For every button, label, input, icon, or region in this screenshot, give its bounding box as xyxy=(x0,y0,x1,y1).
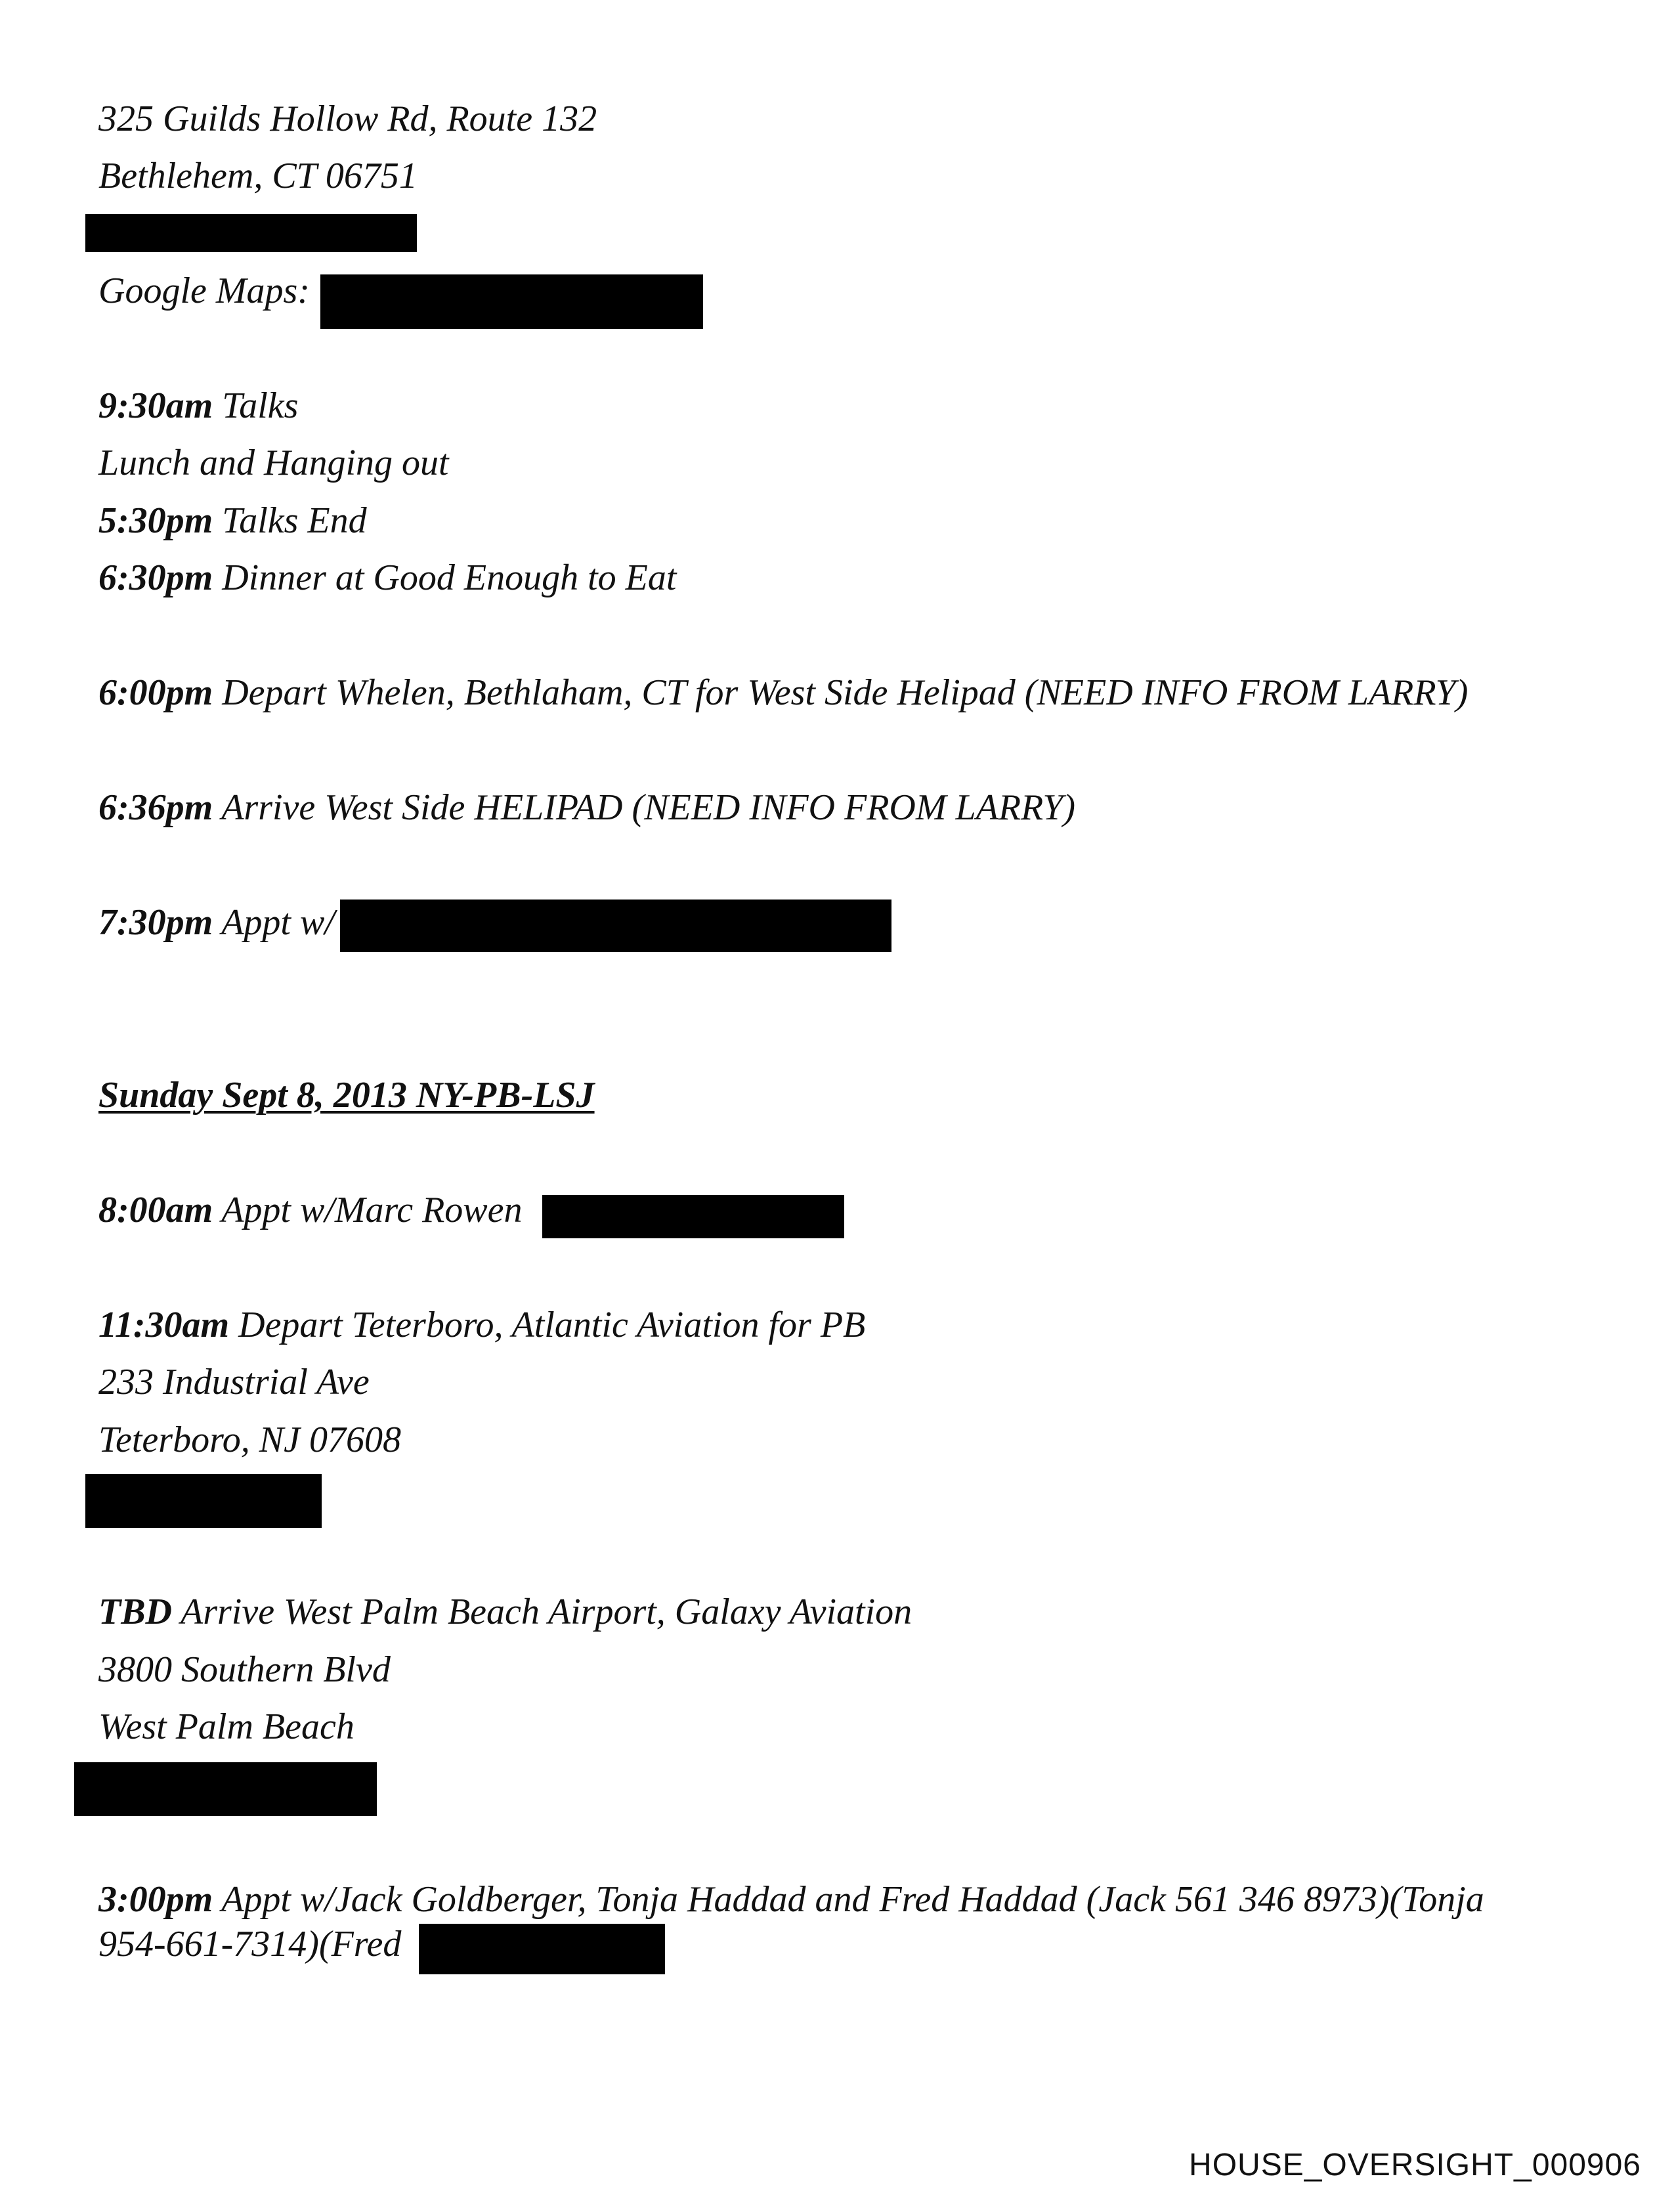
address-line-1: 325 Guilds Hollow Rd, Route 132 xyxy=(98,98,597,139)
schedule-item xyxy=(98,786,1075,829)
item-text: Appt w/Jack Goldberger, Tonja Haddad and Fred Haddad (Jack 561 346 8973)(Tonja xyxy=(213,1879,1484,1920)
address-line: West Palm Beach xyxy=(98,1706,354,1747)
schedule-item xyxy=(98,499,367,542)
redaction-box xyxy=(419,1924,665,1974)
time-label: 11:30am xyxy=(98,1305,230,1345)
redaction-box xyxy=(340,900,891,952)
schedule-item xyxy=(98,1878,1484,1921)
time-label: 9:30am xyxy=(98,385,213,426)
time-label: 5:30pm xyxy=(98,500,213,541)
time-label: 3:00pm xyxy=(98,1879,213,1920)
schedule-item: Lunch and Hanging out xyxy=(98,443,449,483)
time-label: 6:30pm xyxy=(98,557,213,598)
google-maps-label: Google Maps: xyxy=(98,271,310,311)
redaction-box xyxy=(320,274,703,329)
time-label: 8:00am xyxy=(98,1190,213,1230)
address-line-2: Bethlehem, CT 06751 xyxy=(98,156,418,196)
time-label: 6:36pm xyxy=(98,787,213,828)
schedule-item xyxy=(98,1188,523,1232)
item-text: Depart Teterboro, Atlantic Aviation for PB xyxy=(229,1305,866,1345)
address-line: 233 Industrial Ave xyxy=(98,1362,370,1402)
bates-number: HOUSE_OVERSIGHT_000906 xyxy=(1189,2148,1641,2182)
item-text: Dinner at Good Enough to Eat xyxy=(213,557,677,598)
time-label: 7:30pm xyxy=(98,902,213,943)
redaction-box xyxy=(85,1474,322,1528)
schedule-item-continued: 954-661-7314)(Fred xyxy=(98,1924,402,1964)
item-text: Appt w/Marc Rowen xyxy=(213,1190,523,1230)
item-text: Arrive West Side HELIPAD (NEED INFO FROM LARRY) xyxy=(213,787,1076,828)
redaction-box xyxy=(85,214,417,252)
item-text: Arrive West Palm Beach Airport, Galaxy Aviation xyxy=(172,1592,912,1632)
redaction-box xyxy=(74,1762,377,1816)
schedule-item xyxy=(98,1303,865,1347)
item-text: Depart Whelen, Bethlaham, CT for West Side Helipad (NEED INFO FROM LARRY) xyxy=(213,672,1469,713)
schedule-item xyxy=(98,384,298,427)
item-text: Talks xyxy=(213,385,299,426)
redaction-box xyxy=(542,1195,844,1238)
schedule-item xyxy=(98,671,1468,714)
section-heading: Sunday Sept 8, 2013 NY-PB-LSJ xyxy=(98,1075,595,1116)
schedule-item xyxy=(98,901,335,944)
schedule-item xyxy=(98,1590,912,1634)
time-label: 6:00pm xyxy=(98,672,213,713)
schedule-item xyxy=(98,556,676,599)
address-line: Teterboro, NJ 07608 xyxy=(98,1420,401,1460)
item-text: Talks End xyxy=(213,500,367,541)
address-line: 3800 Southern Blvd xyxy=(98,1649,391,1690)
item-text: Appt w/ xyxy=(213,902,335,943)
time-label: TBD xyxy=(98,1592,172,1632)
